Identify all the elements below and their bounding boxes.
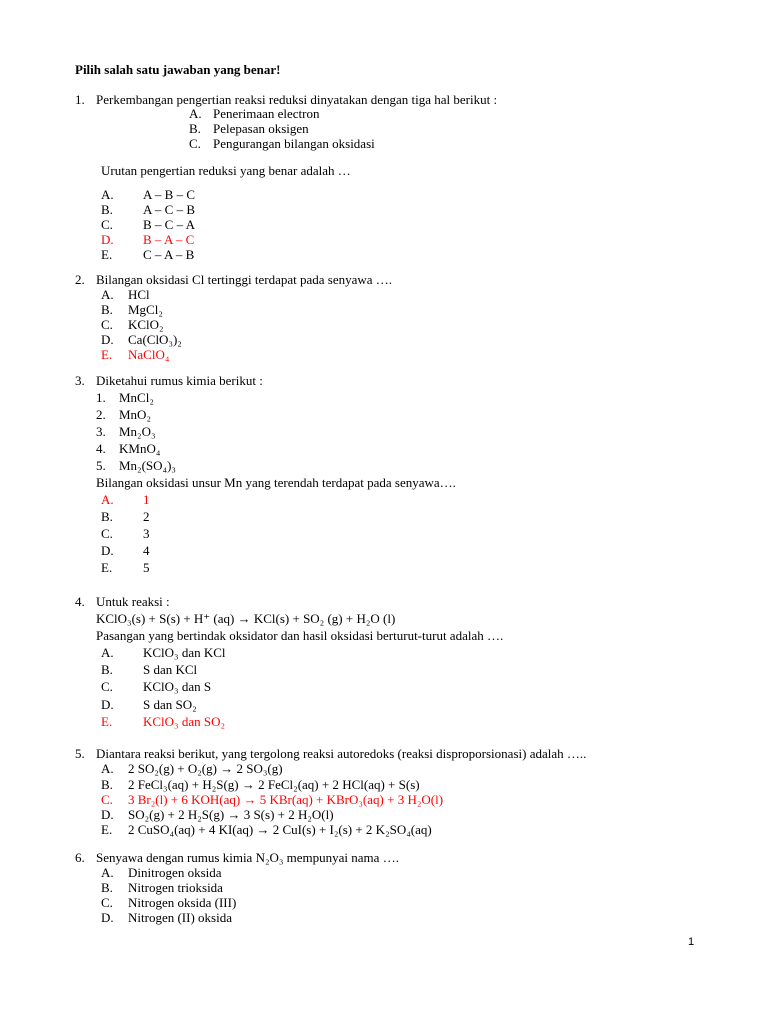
q1-point-a-label: A.	[189, 106, 202, 121]
q5-option-e-label: E.	[101, 822, 113, 837]
q5-option-a: 2 SO₂(g) + O₂(g) → 2 SO₃(g)	[128, 761, 283, 776]
q5-option-d-label: D.	[101, 807, 114, 822]
q3-question: Bilangan oksidasi unsur Mn yang terendah terdapat pada senyawa….	[96, 475, 456, 490]
q3-compound-1-label: 1.	[96, 390, 106, 405]
q3-compound-3: Mn₂O₃	[119, 424, 156, 439]
q5-option-c-answer: 3 Br₂(l) + 6 KOH(aq) → 5 KBr(aq) + KBrO₃(aq) + 3 H₂O(l)	[128, 792, 444, 807]
q5-option-b-label: B.	[101, 777, 113, 792]
q5-option-e: 2 CuSO₄(aq) + 4 KI(aq) → 2 CuI(s) + I₂(s) + 2 K₂SO₄(aq)	[128, 822, 432, 837]
q1-point-c-label: C.	[189, 136, 201, 151]
q1-option-c: B – C – A	[143, 217, 196, 232]
q4-option-c: KClO₃ dan S	[143, 679, 212, 694]
q2-option-d: Ca(ClO₃)₂	[128, 332, 182, 347]
q3-compound-2: MnO₂	[119, 407, 151, 422]
q1-point-a: Penerimaan electron	[213, 106, 320, 121]
q2-number: 2.	[75, 272, 85, 287]
q2-option-c-label: C.	[101, 317, 113, 332]
q3-option-d: 4	[143, 543, 150, 558]
q4-option-a: KClO₃ dan KCl	[143, 645, 226, 660]
q5-number: 5.	[75, 746, 85, 761]
q6-option-d-label: D.	[101, 910, 114, 925]
q3-compound-4-label: 4.	[96, 441, 106, 456]
q1-option-e: C – A – B	[143, 247, 195, 262]
q1-option-b: A – C – B	[143, 202, 196, 217]
q4-option-a-label: A.	[101, 645, 114, 660]
q3-option-b-label: B.	[101, 509, 113, 524]
q2-option-c: KClO₂	[128, 317, 164, 332]
q5-option-c-label: C.	[101, 792, 113, 807]
q3-number: 3.	[75, 373, 85, 388]
instruction: Pilih salah satu jawaban yang benar!	[75, 62, 281, 77]
q1-number: 1.	[75, 92, 85, 107]
q1-option-a-label: A.	[101, 187, 114, 202]
q1-option-c-label: C.	[101, 217, 113, 232]
q3-compound-4: KMnO₄	[119, 441, 161, 456]
q6-option-c: Nitrogen oksida (III)	[128, 895, 237, 910]
q1-point-b-label: B.	[189, 121, 201, 136]
q1-stem: Perkembangan pengertian reaksi reduksi dinyatakan dengan tiga hal berikut :	[96, 92, 498, 107]
q2-option-b-label: B.	[101, 302, 113, 317]
q5-option-a-label: A.	[101, 761, 114, 776]
q2-option-d-label: D.	[101, 332, 114, 347]
q3-option-c-label: C.	[101, 526, 113, 541]
q4-question: Pasangan yang bertindak oksidator dan hasil oksidasi berturut-turut adalah ….	[96, 628, 504, 643]
q3-option-e-label: E.	[101, 560, 113, 575]
q4-stem: Untuk reaksi :	[96, 594, 170, 609]
q1-option-b-label: B.	[101, 202, 113, 217]
q5-option-d: SO₂(g) + 2 H₂S(g) → 3 S(s) + 2 H₂O(l)	[128, 807, 334, 822]
q3-compound-5: Mn₂(SO₄)₃	[119, 458, 176, 473]
q3-compound-3-label: 3.	[96, 424, 106, 439]
q1-point-c: Pengurangan bilangan oksidasi	[213, 136, 375, 151]
q6-option-a-label: A.	[101, 865, 114, 880]
q3-option-b: 2	[143, 509, 150, 524]
q2-option-e-answer: NaClO₄	[128, 347, 170, 362]
q1-point-b: Pelepasan oksigen	[213, 121, 309, 136]
q4-option-e-label: E.	[101, 714, 113, 729]
q3-compound-2-label: 2.	[96, 407, 106, 422]
q6-number: 6.	[75, 850, 85, 865]
q3-compound-1: MnCl₂	[119, 390, 154, 405]
q4-option-c-label: C.	[101, 679, 113, 694]
page-number: 1	[688, 936, 695, 948]
q4-reaction: KClO₃(s) + S(s) + H⁺ (aq) → KCl(s) + SO₂ (g) + H₂O (l)	[96, 611, 396, 626]
q4-option-d: S dan SO₂	[143, 697, 197, 712]
q6-option-b: Nitrogen trioksida	[128, 880, 223, 895]
q1-option-d-answer: B – A – C	[143, 232, 195, 247]
q3-compound-5-label: 5.	[96, 458, 106, 473]
q6-option-b-label: B.	[101, 880, 113, 895]
q5-stem: Diantara reaksi berikut, yang tergolong reaksi autoredoks (reaksi disproporsionasi) adalah …..	[96, 746, 587, 761]
q5-option-b: 2 FeCl₃(aq) + H₂S(g) → 2 FeCl₂(aq) + 2 HCl(aq) + S(s)	[128, 777, 420, 792]
q1-option-a: A – B – C	[143, 187, 196, 202]
q4-number: 4.	[75, 594, 85, 609]
q2-option-a: HCl	[128, 287, 150, 302]
q3-option-d-label: D.	[101, 543, 114, 558]
q4-option-b-label: B.	[101, 662, 113, 677]
q1-option-e-label: E.	[101, 247, 113, 262]
q1-question: Urutan pengertian reduksi yang benar adalah …	[101, 163, 351, 178]
q3-option-a-answer: 1	[143, 492, 150, 507]
q4-option-d-label: D.	[101, 697, 114, 712]
q3-option-c: 3	[143, 526, 150, 541]
q6-option-c-label: C.	[101, 895, 113, 910]
q6-stem: Senyawa dengan rumus kimia N₂O₃ mempunyai nama ….	[96, 850, 399, 865]
q2-option-e-label: E.	[101, 347, 113, 362]
q6-option-a: Dinitrogen oksida	[128, 865, 222, 880]
q1-option-d-label: D.	[101, 232, 114, 247]
q2-option-b: MgCl₂	[128, 302, 163, 317]
q2-stem: Bilangan oksidasi Cl tertinggi terdapat pada senyawa ….	[96, 272, 393, 287]
q4-option-e-answer: KClO₃ dan SO₂	[143, 714, 226, 729]
q2-option-a-label: A.	[101, 287, 114, 302]
q3-option-e: 5	[143, 560, 150, 575]
q4-option-b: S dan KCl	[143, 662, 198, 677]
q6-option-d: Nitrogen (II) oksida	[128, 910, 232, 925]
q3-stem: Diketahui rumus kimia berikut :	[96, 373, 263, 388]
q3-option-a-label: A.	[101, 492, 114, 507]
